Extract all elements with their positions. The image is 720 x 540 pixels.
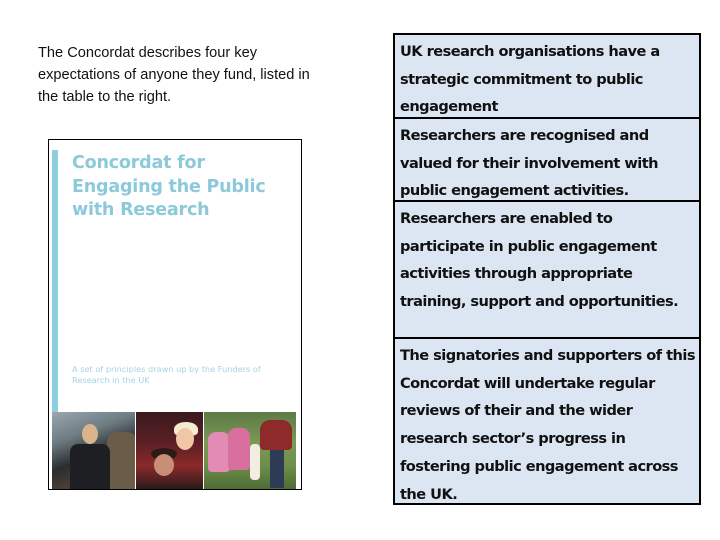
photo-children-playing [204, 412, 296, 489]
intro-line: The Concordat describes four key [38, 45, 258, 61]
table-row: Researchers are recognised and valued for their involvement with public engagement activities. [395, 119, 699, 202]
table-row: UK research organisations have a strategic commitment to public engagement [395, 35, 699, 119]
concordat-cover-image [48, 139, 302, 490]
expectations-table [393, 33, 701, 505]
table-row: The signatories and supporters of this Concordat will undertake regular reviews of their and the wider research sector’s progress in fostering public engagement across the UK. [400, 347, 695, 503]
table-row: Researchers are enabled to participate in public engagement activities through appropriate training, support and opportunities. [395, 202, 699, 339]
intro-line: the table to the right. [38, 89, 172, 105]
cover-photo-strip [52, 412, 296, 489]
photo-crowd [136, 412, 203, 489]
cover-title-line: with Research [72, 200, 210, 220]
intro-paragraph [38, 42, 368, 108]
intro-line: expectations of anyone they fund, listed in [38, 67, 310, 83]
cover-subtitle: A set of principles drawn up by the Funders of Research in the UK [72, 364, 261, 385]
cover-accent-bar [52, 150, 58, 422]
cover-title-line: Engaging the Public [72, 176, 266, 197]
cover-title [72, 152, 266, 223]
cover-title-line: Concordat for [72, 153, 205, 173]
photo-man-in-suit [52, 412, 135, 489]
